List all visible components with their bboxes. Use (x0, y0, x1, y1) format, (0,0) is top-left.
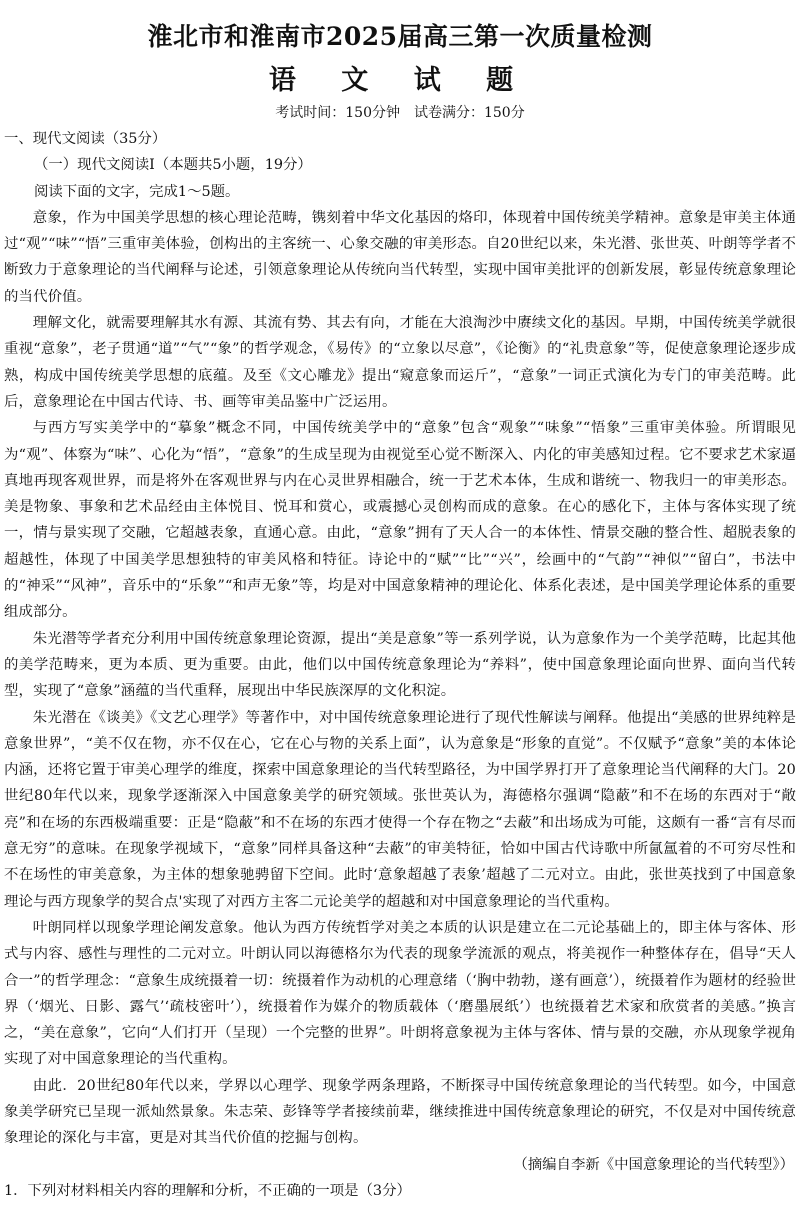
passage-paragraph-2: 理解文化，就需要理解其水有源、其流有势、其去有向，才能在大浪淘沙中赓续文化的基因。早期，中国传统美学就很重视“意象”，老子贯通“道”“气”“象”的哲学观念，《易传》的“立象以尽意”，《论衡》的“礼贵意象”等，促使意象理论逐步成熟，构成中国传统美学思想的底蕴。及至《文心雕龙》提出“窥意象而运斤”，“意象”一词正式演化为专门的审美范畴。此后，意象理论在中国古代诗、书、画等审美品鉴中广泛运用。 (4, 315, 796, 410)
passage-paragraph-7: 由此．20世纪80年代以来，学界以心理学、现象学两条理路，不断探寻中国传统意象理论的当代转型。如今，中国意象美学研究已呈现一派灿然景象。朱志荣、彭锋等学者接续前辈，继续推进中国传统意象理论的研究，不仅是对中国传统意象理论的深化与丰富，更是对其当代价值的挖掘与创构。 (4, 1077, 796, 1147)
passage-paragraph-4: 朱光潜等学者充分利用中国传统意象理论资源，提出“美是意象”等一系列学说，认为意象作为一个美学范畴，比起其他的美学范畴来，更为本质、更为重要。由此，他们以中国传统意象理论为“养料”，使中国意象理论面向世界、面向当代转型，实现了“意象”涵蕴的当代重释，展现出中华民族深厚的文化积淀。 (4, 630, 796, 700)
exam-title: 淮北市和淮南市2025届高三第一次质量检测 (147, 22, 653, 51)
passage-paragraph-3: 与西方写实美学中的“摹象”概念不同，中国传统美学中的“意象”包含“观象”“味象”“悟象”三重审美体验。所谓眼见为“观”、体察为“味”、心化为“悟”，“意象”的生成呈现为由视觉至心觉不断深入、内化的审美感知过程。它不要求艺术家逼真地再现客观世界，而是将外在客观世界与内在心灵世界相融合，统一于艺术本体，生成和谐统一、物我归一的审美形态。美是物象、事象和艺术品经由主体悦目、悦耳和赏心，或震撼心灵创构而成的意象。在心的感化下，主体与客体实现了统一，情与景实现了交融，它超越表象，直通心意。由此，“意象”拥有了天人合一的本体性、情景交融的整合性、超脱表象的超越性，体现了中国美学思想独特的审美风格和特征。诗论中的“赋”“比”“兴”，绘画中的“气韵”“神似”“留白”，书法中的“神采”“风神”，音乐中的“乐象”“和声无象”等，均是对中国意象精神的理论化、体系化表述，是中国美学理论体系的重要组成部分。 (4, 420, 796, 621)
passage-paragraph-1: 意象，作为中国美学思想的核心理论范畴，镌刻着中华文化基因的烙印，体现着中国传统美学精神。意象是审美主体通过“观”“味”“悟”三重审美体验，创构出的主客统一、心象交融的审美形态。自20世纪以来，朱光潜、张世英、叶朗等学者不断致力于意象理论的当代阐释与论述，引领意象理论从传统向当代转型，实现中国审美批评的创新发展，彰显传统意象理论的当代价值。 (4, 209, 796, 305)
sub-section-heading: （一）现代文阅读Ⅰ（本题共5小题，19分） (34, 157, 312, 174)
subject-title: 语 文 试 题 (268, 65, 532, 96)
passage-source: （摘编自李新《中国意象理论的当代转型》） (513, 1156, 794, 1173)
passage-paragraph-5: 朱光潜在《谈美》《文艺心理学》等著作中，对中国传统意象理论进行了现代性解读与阐释。他提出“美感的世界纯粹是意象世界”，“美不仅在物，亦不仅在心，它在心与物的关系上面”，认为意象是“形象的直觉”。不仅赋予“意象”美的本体论内涵，还将它置于审美心理学的维度，探索中国意象理论的当代转型路径，为中国学界打开了意象理论当代阐释的大门。20世纪80年代以来，现象学逐渐深入中国意象美学的研究领域。张世英认为，海德格尔强调“隐蔽”和不在场的东西对于“敞亮”和在场的东西极端重要：正是“隐蔽”和不在场的东西才使得一个存在物之“去蔽”和出场成为可能，这颇有一番“言有尽而意无穷”的意味。在现象学视域下，“意象”同样具备这种“去蔽”的审美特征，恰如中国古代诗歌中所氤氲着的不可穷尽性和不在场性的审美意象，为主体的想象驰骋留下空间。此时‘意象超越了表象’超越了二元对立。由此，张世英找到了中国意象理论与西方现象学的契合点'实现了对西方主客二元论美学的超越和对中国意象理论的当代重构。 (4, 709, 796, 910)
reading-instruction: 阅读下面的文字，完成1～5题。 (34, 183, 240, 200)
exam-meta: 考试时间：150分钟 试卷满分：150分 (275, 105, 525, 121)
section-heading: 一、现代文阅读（35分） (4, 131, 167, 147)
question-1: 1．下列对材料相关内容的理解和分析，不正确的一项是（3分） (4, 1182, 411, 1199)
passage-paragraph-6: 叶朗同样以现象学理论阐发意象。他认为西方传统哲学对美之本质的认识是建立在二元论基础上的，即主体与客体、形式与内容、感性与理性的二元对立。叶朗认同以海德格尔为代表的现象学流派的观点，将美视作一种整体存在，倡导“天人合一”的哲学理念：“意象生成统摄着一切：统摄着作为动机的心理意绪（‘胸中勃勃，遂有画意’），统摄着作为题材的经验世界（‘烟光、日影、露气’‘疏枝密叶’），统摄着作为媒介的物质载体（‘磨墨展纸’）也统摄着艺术家和欣赏者的美感。”换言之，“美在意象”，它向“人们打开（呈现）一个完整的世界”。叶朗将意象视为主体与客体、情与景的交融，亦从现象学视角实现了对中国意象理论的当代重构。 (4, 919, 796, 1068)
